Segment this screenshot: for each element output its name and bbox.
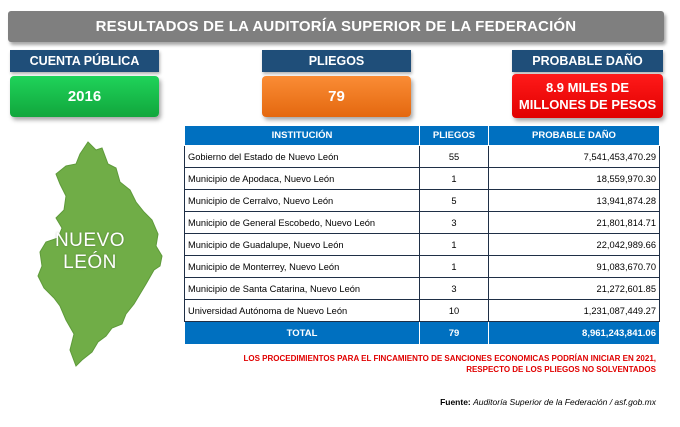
procedures-note bbox=[186, 353, 656, 375]
probable-dano-value bbox=[512, 74, 663, 118]
cell-pliegos: 5 bbox=[420, 190, 489, 212]
note-line1: LOS PROCEDIMIENTOS PARA EL FINCAMIENTO DE SANCIONES ECONOMICAS PODRÍAN INICIAR EN 2021, bbox=[243, 354, 656, 363]
total-dano: 8,961,243,841.06 bbox=[489, 322, 660, 345]
header-probable-dano: PROBABLE DAÑO bbox=[489, 126, 660, 146]
cell-dano: 13,941,874.28 bbox=[489, 190, 660, 212]
table-row bbox=[185, 234, 660, 256]
table-total-row bbox=[185, 322, 660, 345]
table-row bbox=[185, 146, 660, 168]
map-label bbox=[40, 230, 140, 274]
probable-dano-value-line2: MILLONES DE PESOS bbox=[518, 97, 657, 112]
pliegos-value: 79 bbox=[262, 76, 411, 117]
cell-dano: 18,559,970.30 bbox=[489, 168, 660, 190]
cuenta-publica-value: 2016 bbox=[10, 76, 159, 117]
table-row bbox=[185, 212, 660, 234]
table-header-row bbox=[185, 126, 660, 146]
cell-institucion: Municipio de Guadalupe, Nuevo León bbox=[185, 234, 420, 256]
cell-pliegos: 3 bbox=[420, 212, 489, 234]
cell-pliegos: 1 bbox=[420, 234, 489, 256]
cell-institucion: Municipio de Monterrey, Nuevo León bbox=[185, 256, 420, 278]
table-row bbox=[185, 300, 660, 322]
table-row bbox=[185, 278, 660, 300]
pliegos-label: PLIEGOS bbox=[262, 50, 411, 72]
page-title: RESULTADOS DE LA AUDITORÍA SUPERIOR DE LA FEDERACIÓN bbox=[8, 11, 664, 42]
cell-pliegos: 1 bbox=[420, 256, 489, 278]
header-pliegos: PLIEGOS bbox=[420, 126, 489, 146]
cell-dano: 22,042,989.66 bbox=[489, 234, 660, 256]
cell-dano: 1,231,087,449.27 bbox=[489, 300, 660, 322]
cell-pliegos: 10 bbox=[420, 300, 489, 322]
cell-institucion: Municipio de Cerralvo, Nuevo León bbox=[185, 190, 420, 212]
probable-dano-value-line1: 8.9 MILES DE bbox=[545, 80, 630, 95]
cuenta-publica-label: CUENTA PÚBLICA bbox=[10, 50, 159, 72]
total-pliegos: 79 bbox=[420, 322, 489, 345]
source-text: Auditoría Superior de la Federación / asf.gob.mx bbox=[473, 397, 656, 407]
cell-pliegos: 55 bbox=[420, 146, 489, 168]
table-row bbox=[185, 190, 660, 212]
table-row bbox=[185, 168, 660, 190]
cell-dano: 21,272,601.85 bbox=[489, 278, 660, 300]
source-credit bbox=[440, 397, 656, 407]
cell-institucion: Universidad Autónoma de Nuevo León bbox=[185, 300, 420, 322]
table-row bbox=[185, 256, 660, 278]
cell-institucion: Municipio de Santa Catarina, Nuevo León bbox=[185, 278, 420, 300]
cell-dano: 21,801,814.71 bbox=[489, 212, 660, 234]
audit-table bbox=[184, 125, 660, 345]
map-label-line2: LEÓN bbox=[63, 252, 117, 273]
cell-institucion: Municipio de Apodaca, Nuevo León bbox=[185, 168, 420, 190]
header-institucion: INSTITUCIÓN bbox=[185, 126, 420, 146]
probable-dano-label: PROBABLE DAÑO bbox=[512, 50, 663, 72]
total-label: TOTAL bbox=[185, 322, 420, 345]
cell-pliegos: 1 bbox=[420, 168, 489, 190]
note-line2: RESPECTO DE LOS PLIEGOS NO SOLVENTADOS bbox=[466, 365, 656, 374]
cell-institucion: Municipio de General Escobedo, Nuevo León bbox=[185, 212, 420, 234]
cell-pliegos: 3 bbox=[420, 278, 489, 300]
cell-institucion: Gobierno del Estado de Nuevo León bbox=[185, 146, 420, 168]
map-label-line1: NUEVO bbox=[54, 230, 126, 251]
source-prefix: Fuente: bbox=[440, 397, 471, 407]
cell-dano: 7,541,453,470.29 bbox=[489, 146, 660, 168]
cell-dano: 91,083,670.70 bbox=[489, 256, 660, 278]
